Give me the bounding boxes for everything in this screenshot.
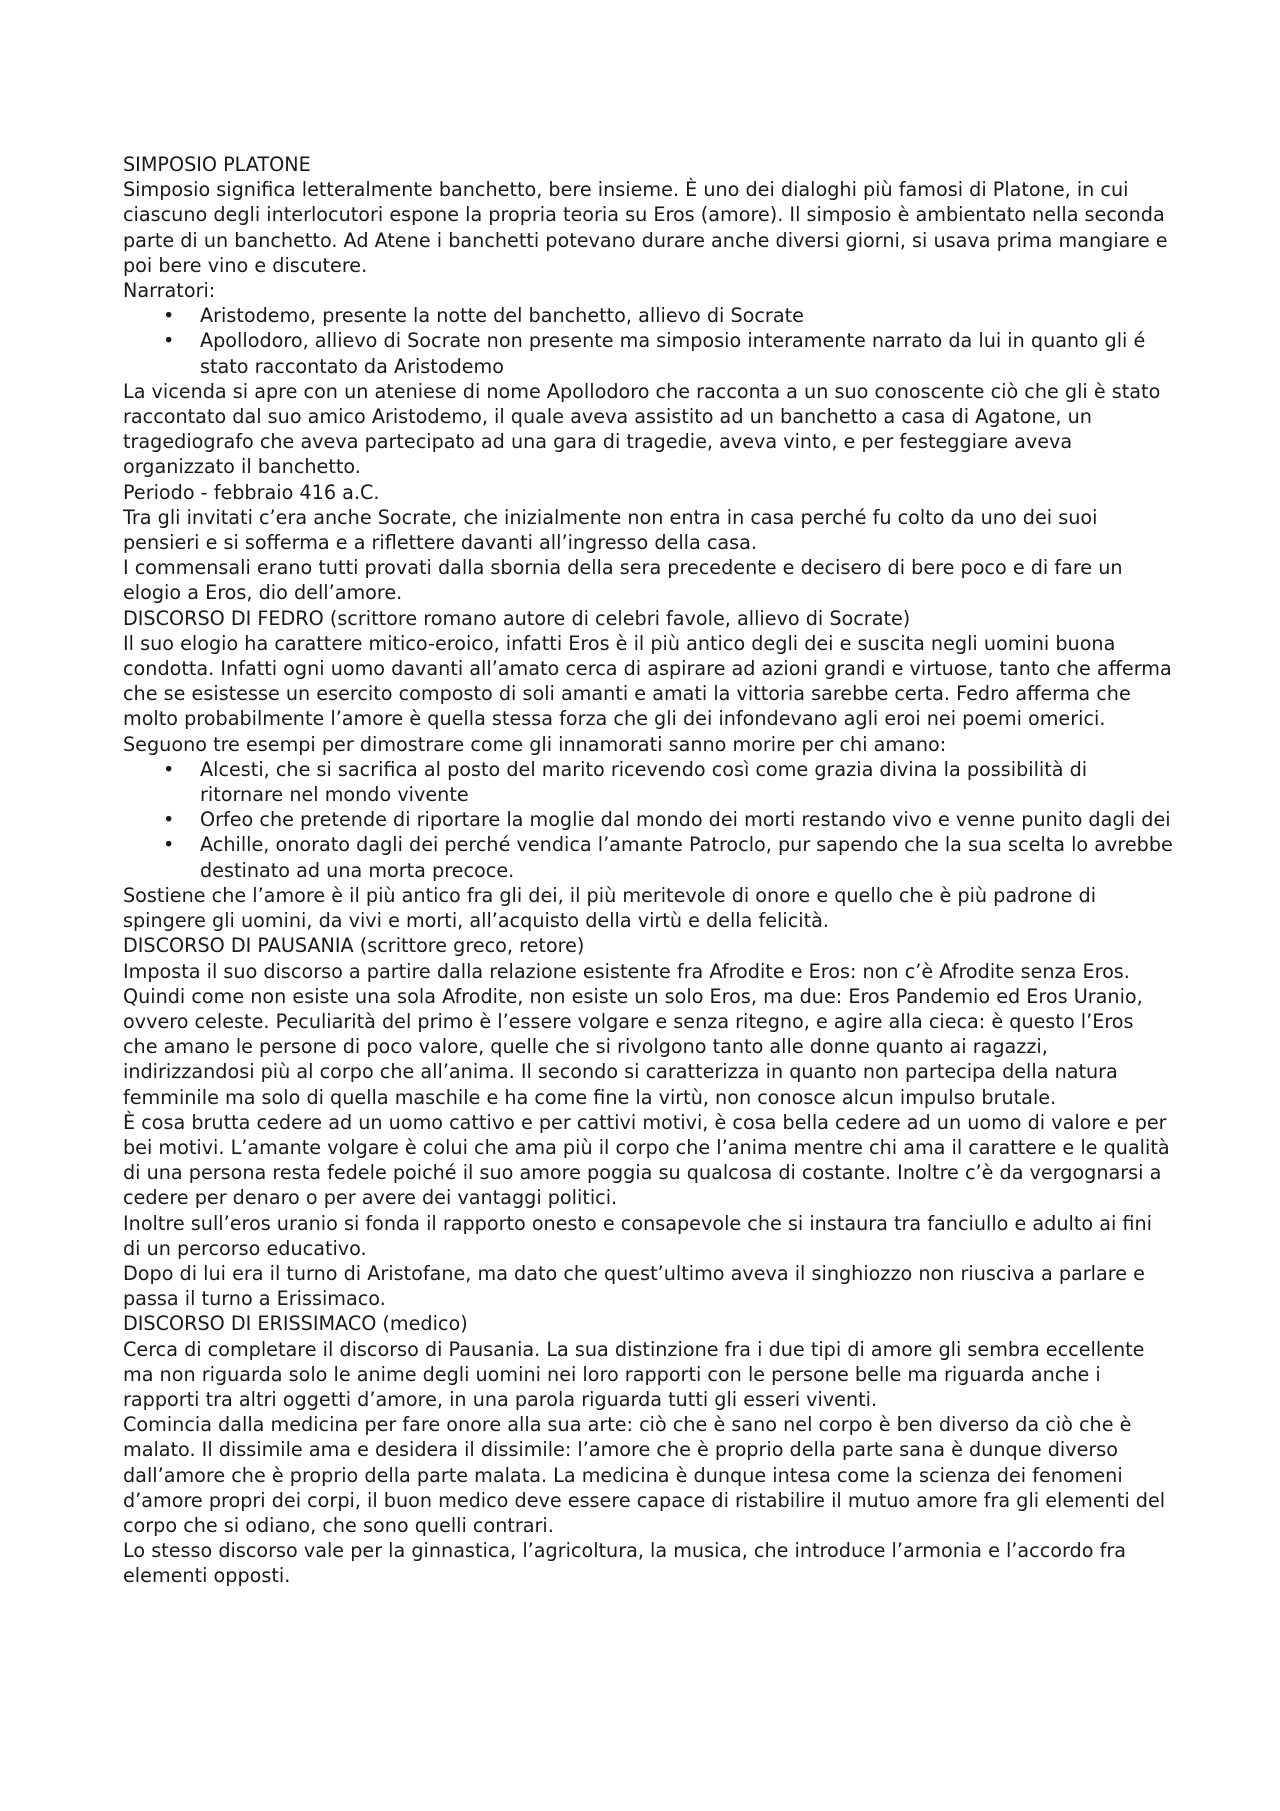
erissimaco-paragraph-2: Comincia dalla medicina per fare onore alla sua arte: ciò che è sano nel corpo è ben diverso da ciò che è malato. Il dissimile ama e desidera il dissimile: l’amore che è proprio della parte sana è dunque diverso dall’amore che è proprio della parte malata. La medicina è dunque intesa come la scienza dei fenomeni d’amore propri dei corpi, il buon medico deve essere capace di ristabilire il mutuo amore fra gli elementi del corpo che si odiano, che sono quelli contrari. — [123, 1413, 1166, 1537]
list-item: • Apollodoro, allievo di Socrate non presente ma simposio interamente narrato da lui in quanto gli é stato raccontato da Aristodemo — [123, 328, 1173, 378]
document-page — [123, 152, 1173, 1589]
list-item: • Orfeo che pretende di riportare la moglie dal mondo dei morti restando vivo e venne punito dagli dei — [123, 807, 1173, 832]
periodo-line: Periodo - febbraio 416 a.C. — [123, 480, 380, 504]
pausania-paragraph-4: Dopo di lui era il turno di Aristofane, ma dato che quest’ultimo aveva il singhiozzo non riusciva a parlare e passa il turno a Erissimaco. — [123, 1261, 1145, 1311]
vicenda-paragraph: La vicenda si apre con un ateniese di nome Apollodoro che racconta a un suo conoscente ciò che gli è stato raccontato dal suo amico Aristodemo, il quale aveva assistito ad un banchetto a casa di Agatone, un tragediografo che aveva partecipato ad una gara di tragedie, aveva vinto, e per festeggiare aveva organizzato il banchetto. — [123, 379, 1161, 479]
narratori-label: Narratori: — [123, 279, 216, 303]
narratori-list — [123, 303, 1173, 379]
list-item: • Achille, onorato dagli dei perché vendica l’amante Patroclo, pur sapendo che la sua scelta lo avrebbe destinato ad una morta precoce. — [123, 832, 1173, 882]
pausania-heading: DISCORSO DI PAUSANIA (scrittore greco, retore) — [123, 934, 585, 958]
document-title: SIMPOSIO PLATONE — [123, 153, 311, 176]
erissimaco-heading: DISCORSO DI ERISSIMACO (medico) — [123, 1312, 468, 1336]
pausania-paragraph-1: Imposta il suo discorso a partire dalla relazione esistente fra Afrodite e Eros: non c’è Afrodite senza Eros. Quindi come non esiste una sola Afrodite, non esiste un solo Eros, ma due: Eros Pandemio ed Eros Uranio, ovvero celeste. Peculiarità del primo è l’essere volgare e senza ritegno, e agire alla cieca: è questo l’Eros che amano le persone di poco valore, quelle che si rivolgono tanto alle donne quanto ai ragazzi, indirizzandosi più al corpo che all’anima. Il secondo si caratterizza in quanto non partecipa della natura femminile ma solo di quella maschile e ha come fine la virtù, non conosce alcun impulso brutale. — [123, 959, 1143, 1109]
list-item: • Alcesti, che si sacrifica al posto del marito ricevendo così come grazia divina la possibilità di ritornare nel mondo vivente — [123, 757, 1173, 807]
commensali-paragraph: I commensali erano tutti provati dalla sbornia della sera precedente e decisero di bere poco e di fare un elogio a Eros, dio dell’amore. — [123, 556, 1123, 605]
fedro-heading: DISCORSO DI FEDRO (scrittore romano autore di celebri favole, allievo di Socrate) — [123, 606, 911, 630]
fedro-examples-list — [123, 757, 1173, 883]
pausania-paragraph-2: È cosa brutta cedere ad un uomo cattivo e per cattivi motivi, è cosa bella cedere ad un uomo di valore e per bei motivi. L’amante volgare è colui che ama più il corpo che l’anima mentre chi ama il carattere e le qualità di una persona resta fedele poiché il suo amore poggia su qualcosa di costante. Inoltre c’è da vergognarsi a cedere per denaro o per avere dei vantaggi politici. — [123, 1110, 1170, 1210]
erissimaco-paragraph-3: Lo stesso discorso vale per la ginnastica, l’agricoltura, la musica, che introduce l’armonia e l’accordo fra elementi opposti. — [123, 1539, 1126, 1588]
fedro-conclusion: Sostiene che l’amore è il più antico fra gli dei, il più meritevole di onore e quello che è più padrone di spingere gli uomini, da vivi e morti, all’acquisto della virtù e della felicità. — [123, 883, 1097, 933]
pausania-paragraph-3: Inoltre sull’eros uranio si fonda il rapporto onesto e consapevole che si instaura tra fanciullo e adulto ai fini di un percorso educativo. — [123, 1211, 1152, 1260]
erissimaco-paragraph-1: Cerca di completare il discorso di Pausania. La sua distinzione fra i due tipi di amore gli sembra eccellente ma non riguarda solo le anime degli uomini nei loro rapporti con le persone belle ma riguarda anche i rapporti tra altri oggetti d’amore, in una parola riguarda tutti gli esseri viventi. — [123, 1337, 1145, 1411]
socrate-paragraph: Tra gli invitati c’era anche Socrate, che inizialmente non entra in casa perché fu colto da uno dei suoi pensieri e si sofferma e a riflettere davanti all’ingresso della casa. — [123, 505, 1098, 555]
list-item: • Aristodemo, presente la notte del banchetto, allievo di Socrate — [123, 303, 1173, 328]
fedro-paragraph: Il suo elogio ha carattere mitico-eroico, infatti Eros è il più antico degli dei e suscita negli uomini buona condotta. Infatti ogni uomo davanti all’amato cerca di aspirare ad azioni grandi e virtuose, tanto che afferma che se esistesse un esercito composto di soli amanti e amati la vittoria sarebbe certa. Fedro afferma che molto probabilmente l’amore è quella stessa forza che gli dei infondevano agli eroi nei poemi omerici. Seguono tre esempi per dimostrare come gli innamorati sanno morire per chi amano: — [123, 631, 1172, 756]
intro-paragraph: Simposio significa letteralmente banchetto, bere insieme. È uno dei dialoghi più famosi di Platone, in cui ciascuno degli interlocutori espone la propria teoria su Eros (amore). Il simposio è ambientato nella seconda parte di un banchetto. Ad Atene i banchetti potevano durare anche diversi giorni, si usava prima mangiare e poi bere vino e discutere. — [123, 178, 1168, 277]
